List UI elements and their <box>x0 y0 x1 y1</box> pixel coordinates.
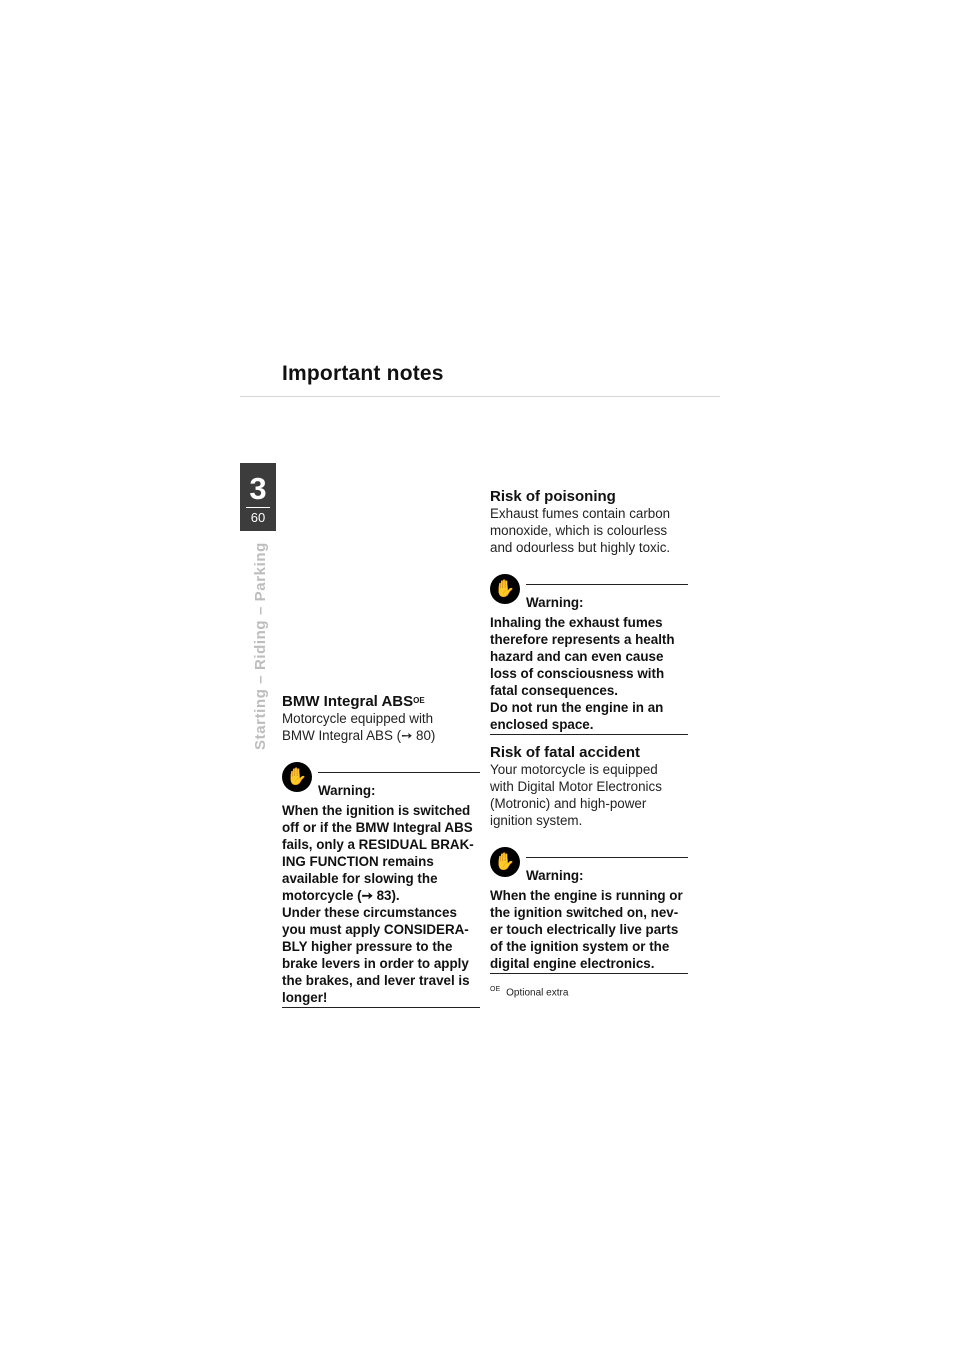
fatal-section <box>490 744 688 974</box>
warning-line: Inhaling the exhaust fumes <box>490 615 663 630</box>
warning-text <box>490 614 688 733</box>
abs-heading-text: BMW Integral ABS <box>282 693 414 710</box>
warning-line: digital engine electronics. <box>490 956 655 971</box>
warning-header <box>282 762 480 802</box>
poison-section <box>490 488 688 735</box>
abs-body <box>282 710 480 744</box>
warning-line: hazard and can even cause <box>490 649 664 664</box>
warning-line: longer! <box>282 990 328 1005</box>
warning-end-rule <box>490 734 688 735</box>
abs-warning <box>282 762 480 1008</box>
chapter-tab <box>240 463 276 531</box>
warning-line: loss of consciousness with <box>490 666 665 681</box>
warning-end-rule <box>490 973 688 974</box>
warning-hand-icon: ✋ <box>490 574 520 604</box>
warning-line: Do not run the engine in an <box>490 700 664 715</box>
warning-line: therefore represents a health <box>490 632 675 647</box>
warning-line: fails, only a RESIDUAL BRAK- <box>282 837 474 852</box>
chapter-divider <box>246 507 270 508</box>
warning-line: brake levers in order to apply <box>282 956 469 971</box>
warning-line: enclosed space. <box>490 717 594 732</box>
warning-text <box>490 887 688 972</box>
footnote <box>490 986 568 998</box>
fatal-heading: Risk of fatal accident <box>490 744 641 761</box>
warning-line: When the ignition is switched <box>282 803 471 818</box>
body-line: monoxide, which is colourless <box>490 523 668 538</box>
body-line: BMW Integral ABS (➙ 80) <box>282 728 436 743</box>
chapter-number: 3 <box>249 471 267 506</box>
body-line: Your motorcycle is equipped <box>490 762 658 777</box>
warning-rule <box>526 857 688 858</box>
abs-heading <box>282 693 480 710</box>
warning-line: Under these circumstances <box>282 905 457 920</box>
warning-line: motorcycle (➙ 83). <box>282 888 400 903</box>
warning-line: the brakes, and lever travel is <box>282 973 470 988</box>
warning-header <box>490 574 688 614</box>
warning-line: of the ignition system or the <box>490 939 670 954</box>
warning-label: Warning: <box>526 868 584 883</box>
warning-line: er touch electrically live parts <box>490 922 679 937</box>
warning-rule <box>526 584 688 585</box>
warning-hand-icon: ✋ <box>490 847 520 877</box>
page-number: 60 <box>250 510 266 525</box>
warning-line: available for slowing the <box>282 871 438 886</box>
warning-hand-icon: ✋ <box>282 762 312 792</box>
page-title: Important notes <box>282 362 444 385</box>
warning-line: off or if the BMW Integral ABS <box>282 820 473 835</box>
fatal-body <box>490 761 688 829</box>
warning-end-rule <box>282 1007 480 1008</box>
poison-heading: Risk of poisoning <box>490 488 616 505</box>
body-line: (Motronic) and high-power <box>490 796 647 811</box>
warning-rule <box>318 772 480 773</box>
chapter-side-label: Starting – Riding – Parking <box>252 542 269 750</box>
poison-warning <box>490 574 688 735</box>
warning-line: fatal consequences. <box>490 683 619 698</box>
poison-body <box>490 505 688 556</box>
warning-line: BLY higher pressure to the <box>282 939 453 954</box>
abs-section <box>282 693 480 1008</box>
title-divider <box>240 396 720 397</box>
footnote-mark: OE <box>490 986 501 993</box>
body-line: Motorcycle equipped with <box>282 711 434 726</box>
warning-label: Warning: <box>526 595 584 610</box>
body-line: Exhaust fumes contain carbon <box>490 506 671 521</box>
warning-line: the ignition switched on, nev- <box>490 905 679 920</box>
optional-extra-mark: OE <box>413 696 425 705</box>
warning-line: ING FUNCTION remains <box>282 854 434 869</box>
warning-line: you must apply CONSIDERA- <box>282 922 469 937</box>
warning-header <box>490 847 688 887</box>
warning-label: Warning: <box>318 783 376 798</box>
fatal-warning <box>490 847 688 974</box>
footnote-text: Optional extra <box>506 987 569 999</box>
warning-text <box>282 802 480 1006</box>
body-line: with Digital Motor Electronics <box>490 779 662 794</box>
warning-line: When the engine is running or <box>490 888 683 903</box>
body-line: ignition system. <box>490 813 583 828</box>
body-line: and odourless but highly toxic. <box>490 540 671 555</box>
